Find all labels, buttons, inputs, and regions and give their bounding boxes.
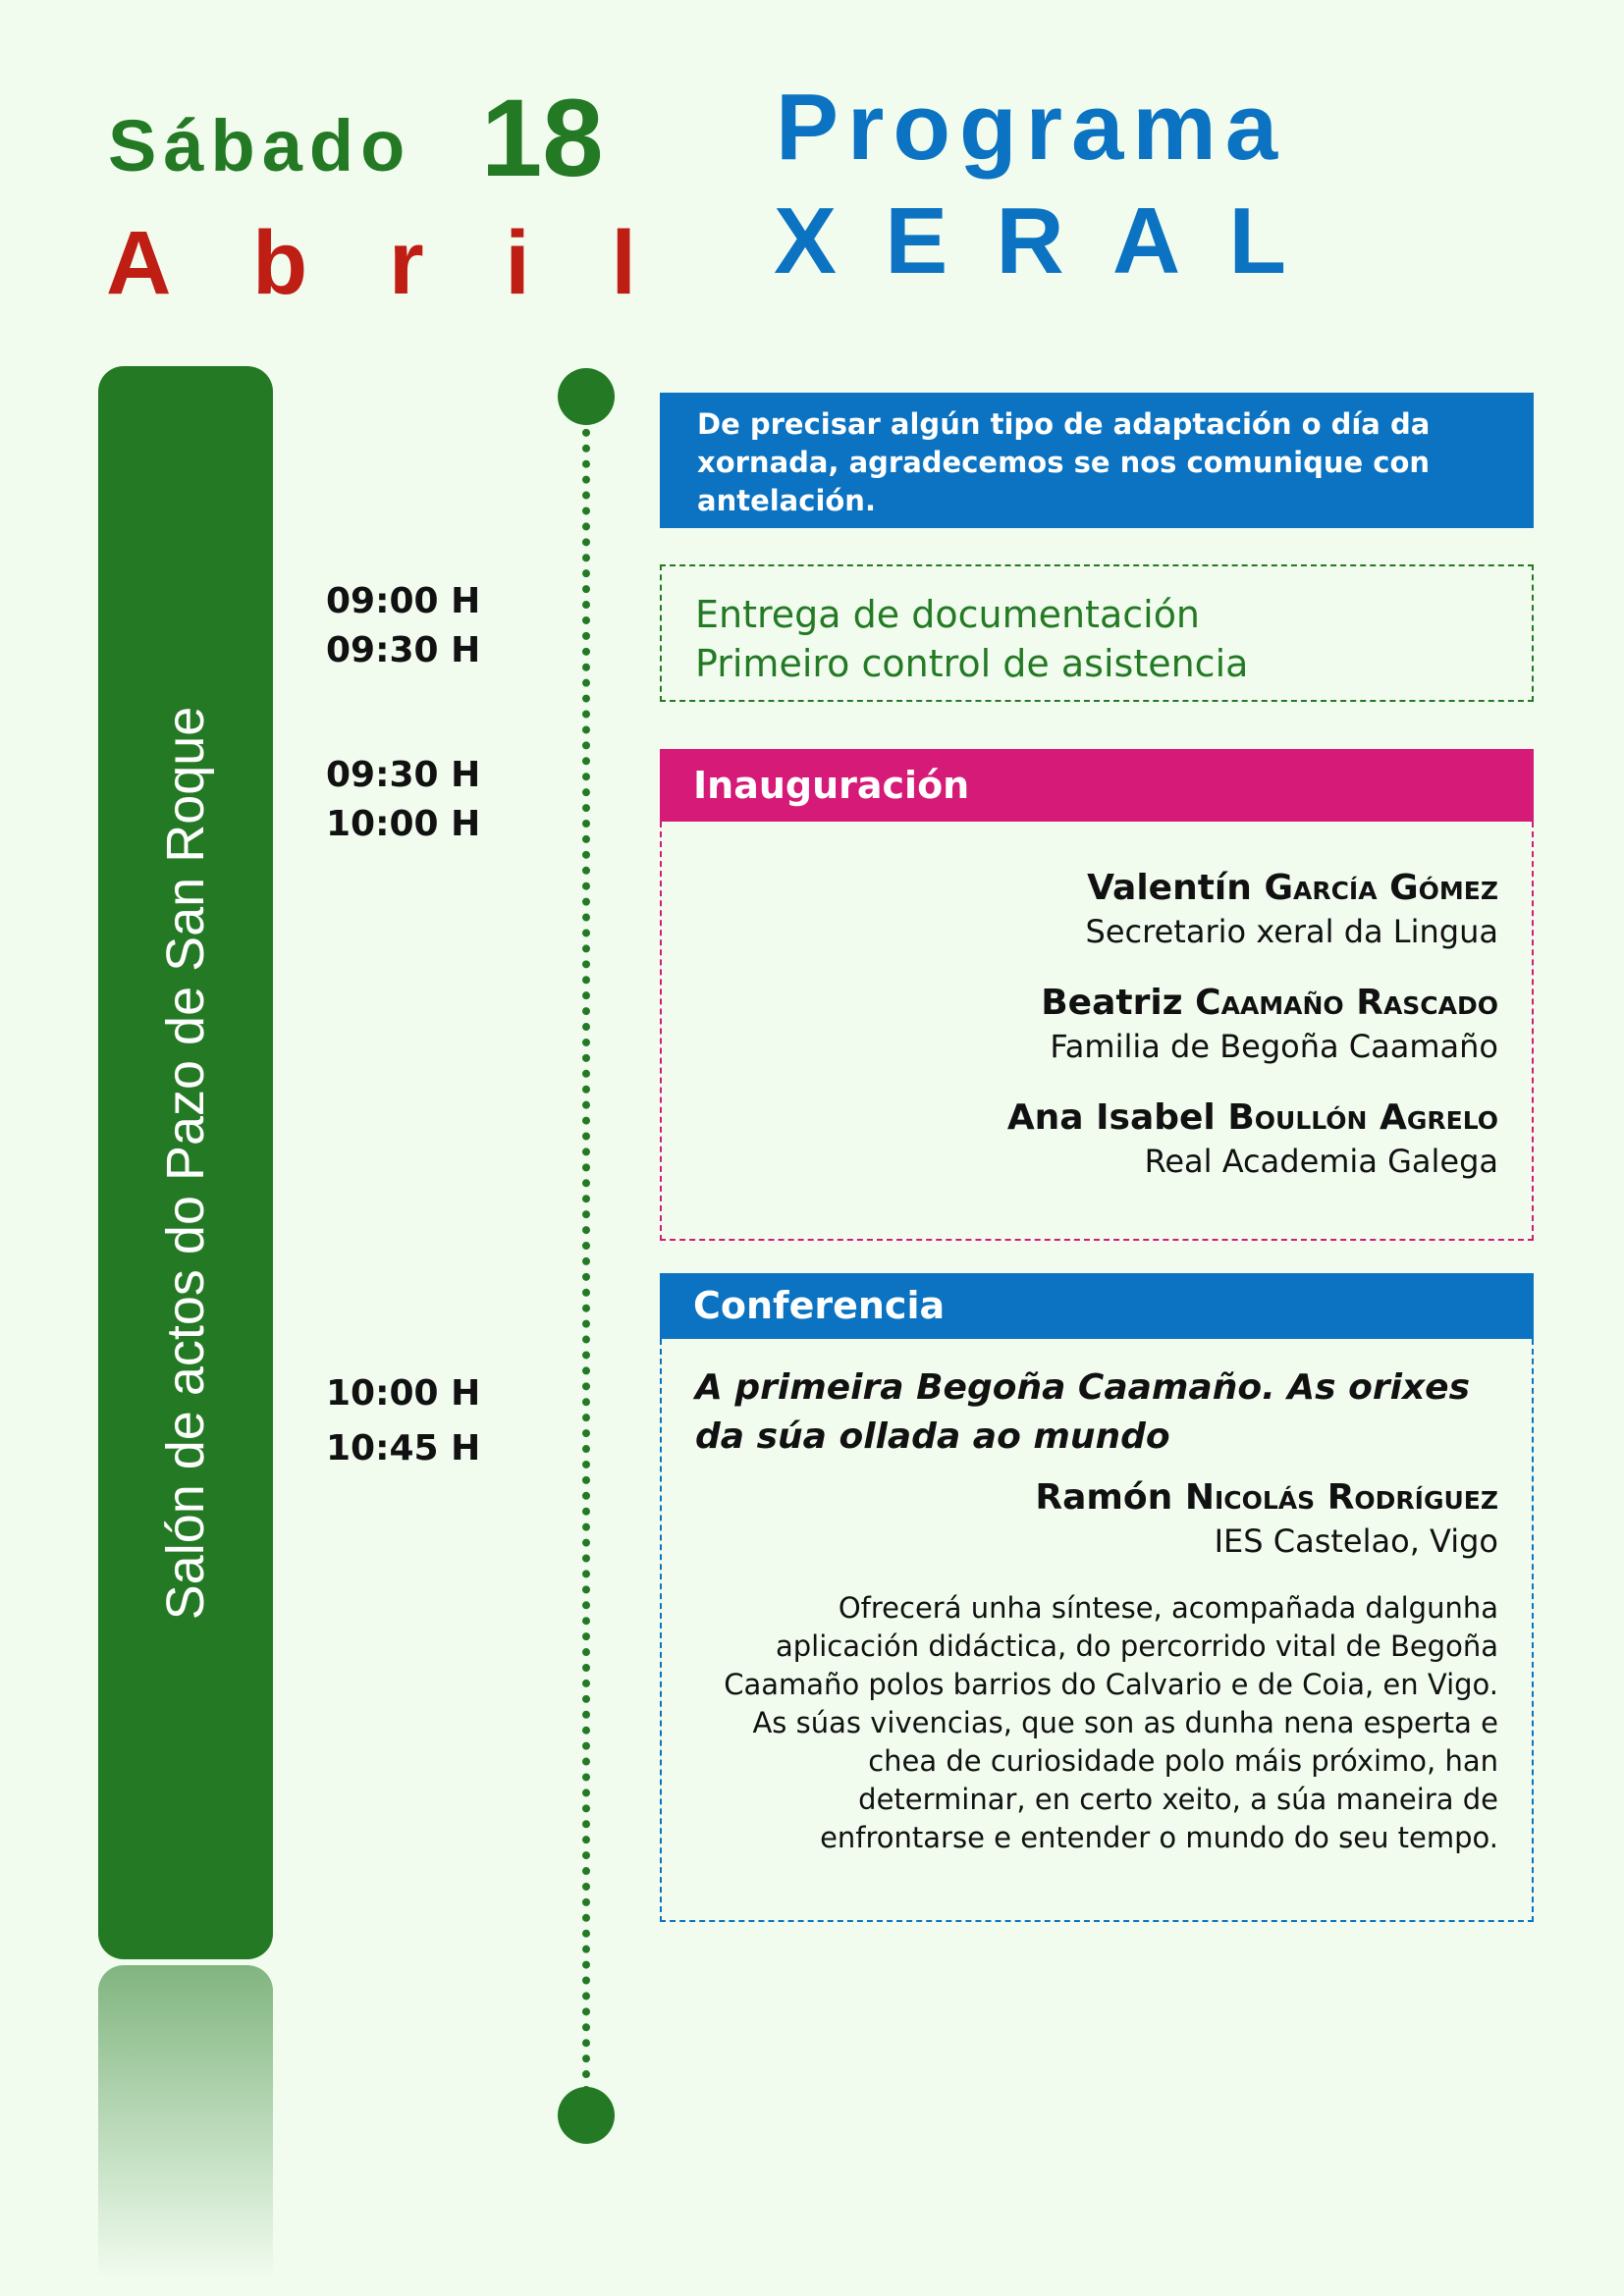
speaker-role: Secretario xeral da Lingua bbox=[1085, 913, 1498, 950]
month-letter: A bbox=[106, 213, 172, 313]
conference-heading: Conferencia bbox=[660, 1273, 1534, 1339]
venue-bar bbox=[98, 366, 273, 1959]
timeline-start-dot bbox=[558, 368, 615, 425]
speaker-name bbox=[1007, 982, 1498, 1025]
time-start: 09:00 H bbox=[326, 581, 481, 621]
weekday-label: Sábado bbox=[108, 105, 412, 187]
speaker-surname: Caamaño Rascado bbox=[1195, 983, 1498, 1023]
accessibility-notice: De precisar algún tipo de adaptación o día da xornada, agradecemos se nos comunique con antelación. bbox=[660, 393, 1534, 528]
speaker-first-name: Beatriz bbox=[1041, 983, 1183, 1023]
time-end: 09:30 H bbox=[326, 630, 481, 670]
speaker-role: Familia de Begoña Caamaño bbox=[1050, 1028, 1498, 1065]
day-number: 18 bbox=[481, 77, 604, 199]
inauguration-heading: Inauguración bbox=[660, 749, 1534, 822]
time-end: 10:00 H bbox=[326, 804, 481, 844]
registration-line: Primeiro control de asistencia bbox=[695, 642, 1249, 685]
time-conference bbox=[326, 1366, 480, 1476]
xeral-letter: A bbox=[1111, 188, 1181, 294]
speaker-surname: Boullón Agrelo bbox=[1227, 1097, 1498, 1138]
month-letter: r bbox=[388, 213, 424, 313]
month-letter: i bbox=[505, 213, 530, 313]
speaker bbox=[1007, 867, 1498, 953]
programa-title: Programa bbox=[776, 75, 1287, 180]
time-start: 10:00 H bbox=[326, 1373, 481, 1414]
time-start: 09:30 H bbox=[326, 755, 481, 795]
time-registration bbox=[326, 577, 480, 675]
conference-box bbox=[660, 1339, 1534, 1922]
speaker-name bbox=[1035, 1476, 1498, 1520]
timeline-end-dot bbox=[558, 2087, 615, 2144]
speaker-first-name: Valentín bbox=[1087, 868, 1252, 908]
month-letter: b bbox=[252, 213, 308, 313]
speaker-affiliation: IES Castelao, Vigo bbox=[1214, 1522, 1498, 1560]
venue-label: Salón de actos do Pazo de San Roque bbox=[156, 706, 215, 1620]
speaker-surname: García Gómez bbox=[1264, 868, 1498, 908]
conference-speaker bbox=[1035, 1476, 1498, 1563]
registration-line: Entrega de documentación bbox=[695, 593, 1201, 636]
speaker-list bbox=[1007, 867, 1498, 1211]
speaker bbox=[1007, 1096, 1498, 1183]
speaker-role: Real Academia Galega bbox=[1144, 1143, 1498, 1180]
speaker-first-name: Ana Isabel bbox=[1006, 1097, 1216, 1138]
speaker-first-name: Ramón bbox=[1035, 1477, 1173, 1518]
time-inauguration bbox=[326, 751, 480, 849]
xeral-letter: R bbox=[996, 188, 1064, 294]
month-label bbox=[106, 213, 636, 313]
speaker-name bbox=[1007, 867, 1498, 910]
inauguration-box bbox=[660, 822, 1534, 1241]
speaker bbox=[1007, 982, 1498, 1068]
conference-description: Ofrecerá unha síntese, acompañada dalgunha aplicación didáctica, do percorrido vital de Begoña Caamaño polos barrios do Calvario e de Coia, en Vigo. As súas vivencias, que son as dunha nena esperta e chea de curiosidade polo máis próximo, han determinar, en certo xeito, a súa maneira de enfrontarse e entender o mundo do seu tempo. bbox=[724, 1591, 1498, 1854]
speaker-name bbox=[1007, 1096, 1498, 1140]
month-letter: l bbox=[611, 213, 636, 313]
xeral-letter: L bbox=[1228, 188, 1286, 294]
conference-title: A primeira Begoña Caamaño. As orixes da súa ollada ao mundo bbox=[695, 1367, 1471, 1457]
timeline-line bbox=[582, 398, 590, 2110]
time-end: 10:45 H bbox=[326, 1428, 481, 1468]
registration-box bbox=[660, 564, 1534, 702]
venue-bar-reflection bbox=[98, 1965, 273, 2296]
xeral-letter: X bbox=[774, 188, 838, 294]
xeral-title bbox=[774, 188, 1286, 294]
xeral-letter: E bbox=[885, 188, 948, 294]
speaker-surname: Nicolás Rodríguez bbox=[1184, 1477, 1498, 1518]
